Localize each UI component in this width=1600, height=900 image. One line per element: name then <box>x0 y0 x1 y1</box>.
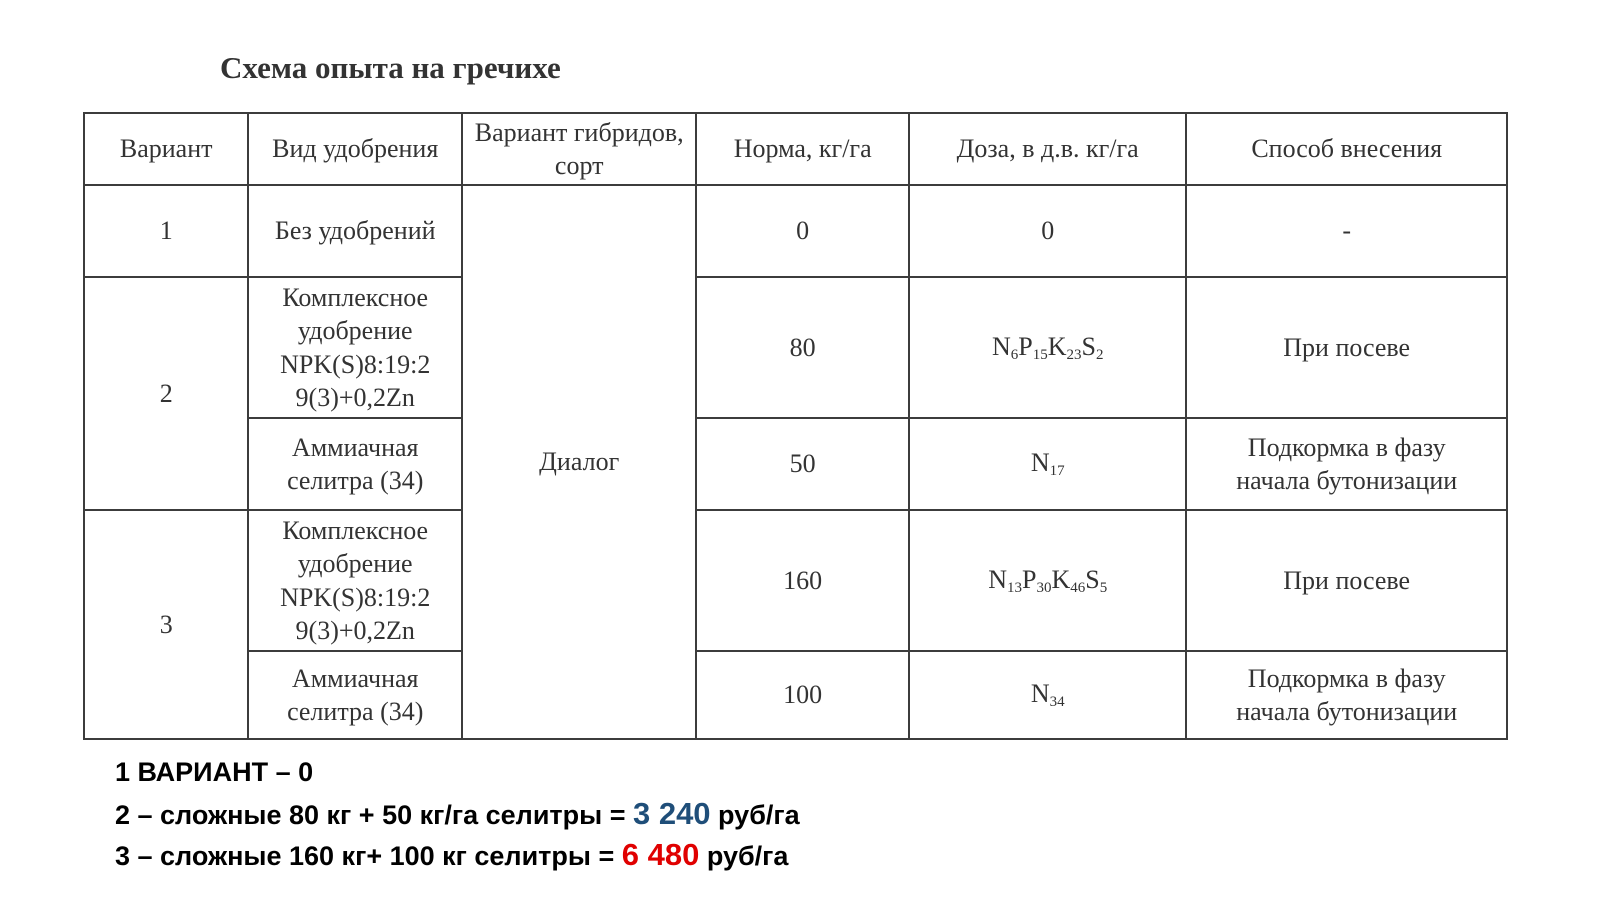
header-variant: Вариант <box>84 113 248 185</box>
fertilizer-cell: Комплексное удобрение NPK(S)8:19:2 9(3)+0,2Zn <box>248 277 462 418</box>
note-variant-1: 1 ВАРИАНТ – 0 <box>115 757 314 787</box>
dose-cell: $N_{17}$ <box>909 418 1186 510</box>
price-variant-3: 6 480 <box>621 837 700 872</box>
rate-cell: 0 <box>696 185 909 277</box>
variant-cell: 1 <box>84 185 248 277</box>
method-cell: При посеве <box>1186 277 1507 418</box>
table-row <box>84 418 1507 510</box>
hybrid-cell: Диалог <box>462 185 696 739</box>
experiment-scheme-table <box>83 112 1508 740</box>
fertilizer-cell: Аммиачная селитра (34) <box>248 418 462 510</box>
method-cell: Подкормка в фазу начала бутонизации <box>1186 418 1507 510</box>
note-text: 2 – сложные 80 кг + 50 кг/га селитры = <box>115 800 633 830</box>
price-variant-2: 3 240 <box>632 796 711 831</box>
page-title: Схема опыта на гречихе <box>220 50 561 85</box>
method-cell: - <box>1186 185 1507 277</box>
dose-cell: $N_6P_{15}K_{23}S_2$ <box>909 277 1186 418</box>
price-unit: руб/га <box>699 841 789 871</box>
method-cell: При посеве <box>1186 510 1507 651</box>
fertilizer-cell: Без удобрений <box>248 185 462 277</box>
dose-cell: $N_{34}$ <box>909 651 1186 739</box>
header-hybrid-variety: Вариант гибридов, сорт <box>462 113 696 185</box>
header-fertilizer-type: Вид удобрения <box>248 113 462 185</box>
dose-cell: $N_{13}P_{30}K_{46}S_5$ <box>909 510 1186 651</box>
note-variant-2 <box>115 793 800 834</box>
table-row <box>84 651 1507 739</box>
header-application-method: Способ внесения <box>1186 113 1507 185</box>
dose-cell: 0 <box>909 185 1186 277</box>
table-header-row <box>84 113 1507 185</box>
fertilizer-cell: Комплексное удобрение NPK(S)8:19:2 9(3)+0,2Zn <box>248 510 462 651</box>
header-rate: Норма, кг/га <box>696 113 909 185</box>
fertilizer-cell: Аммиачная селитра (34) <box>248 651 462 739</box>
table-row <box>84 185 1507 277</box>
variant-cell: 2 <box>84 277 248 510</box>
note-variant-3 <box>115 834 800 875</box>
rate-cell: 80 <box>696 277 909 418</box>
table-row <box>84 510 1507 651</box>
table-row <box>84 277 1507 418</box>
note-text: 3 – сложные 160 кг+ 100 кг селитры = <box>115 841 622 871</box>
cost-notes <box>115 752 800 875</box>
header-dose: Доза, в д.в. кг/га <box>909 113 1186 185</box>
method-cell: Подкормка в фазу начала бутонизации <box>1186 651 1507 739</box>
rate-cell: 50 <box>696 418 909 510</box>
rate-cell: 100 <box>696 651 909 739</box>
rate-cell: 160 <box>696 510 909 651</box>
variant-cell: 3 <box>84 510 248 739</box>
price-unit: руб/га <box>710 800 800 830</box>
